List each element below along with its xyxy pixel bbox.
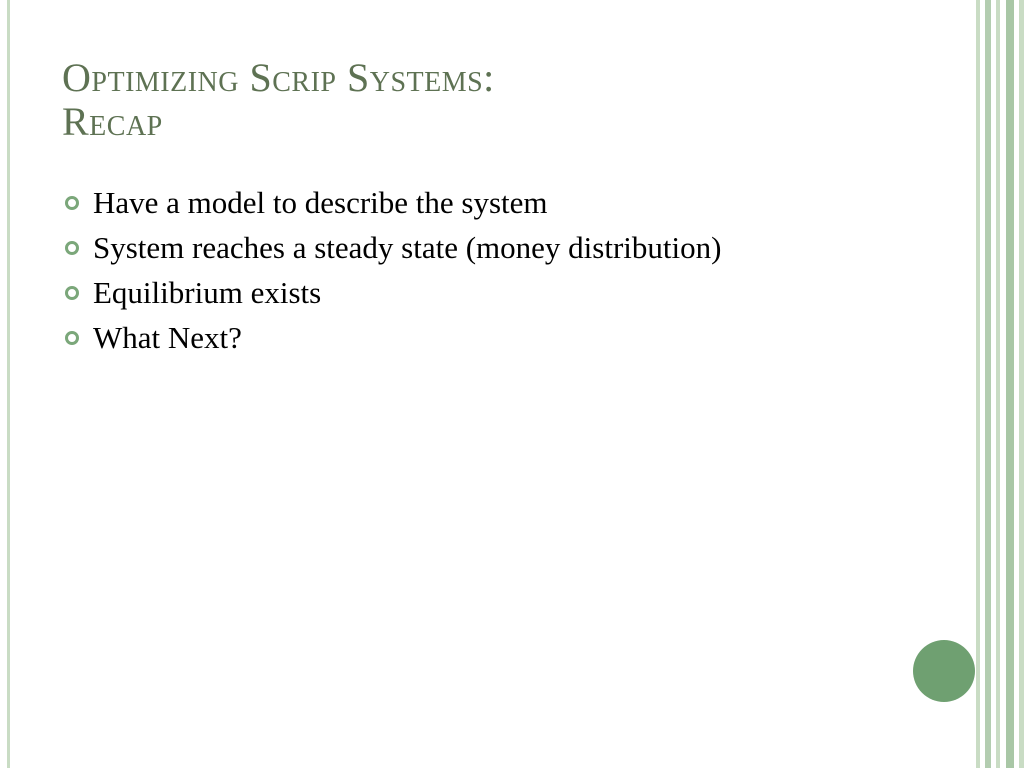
decorative-circle bbox=[913, 640, 975, 702]
bullet-item bbox=[62, 184, 882, 221]
bullet-list bbox=[62, 184, 882, 364]
bullet-item bbox=[62, 319, 882, 356]
bullet-item bbox=[62, 274, 882, 311]
bullet-text: What Next? bbox=[93, 320, 242, 355]
bullet-text: Equilibrium exists bbox=[93, 275, 322, 310]
ring-bullet-icon bbox=[65, 241, 79, 255]
slide-title-line-1: Optimizing Scrip Systems: bbox=[62, 55, 495, 100]
bullet-text: Have a model to describe the system bbox=[93, 185, 548, 220]
decorative-bar bbox=[985, 0, 991, 768]
ring-bullet-icon bbox=[65, 196, 79, 210]
decorative-bar bbox=[1019, 0, 1024, 768]
slide-title-line-2: Recap bbox=[62, 99, 163, 144]
right-decorative-bars bbox=[976, 0, 1024, 768]
ring-bullet-icon bbox=[65, 286, 79, 300]
decorative-bar bbox=[1006, 0, 1014, 768]
decorative-bar bbox=[996, 0, 1000, 768]
bullet-text: System reaches a steady state (money distribution) bbox=[93, 230, 722, 265]
decorative-bar bbox=[976, 0, 980, 768]
ring-bullet-icon bbox=[65, 331, 79, 345]
bullet-item bbox=[62, 229, 882, 266]
left-border-stripe bbox=[7, 0, 10, 768]
slide-title bbox=[62, 56, 922, 144]
